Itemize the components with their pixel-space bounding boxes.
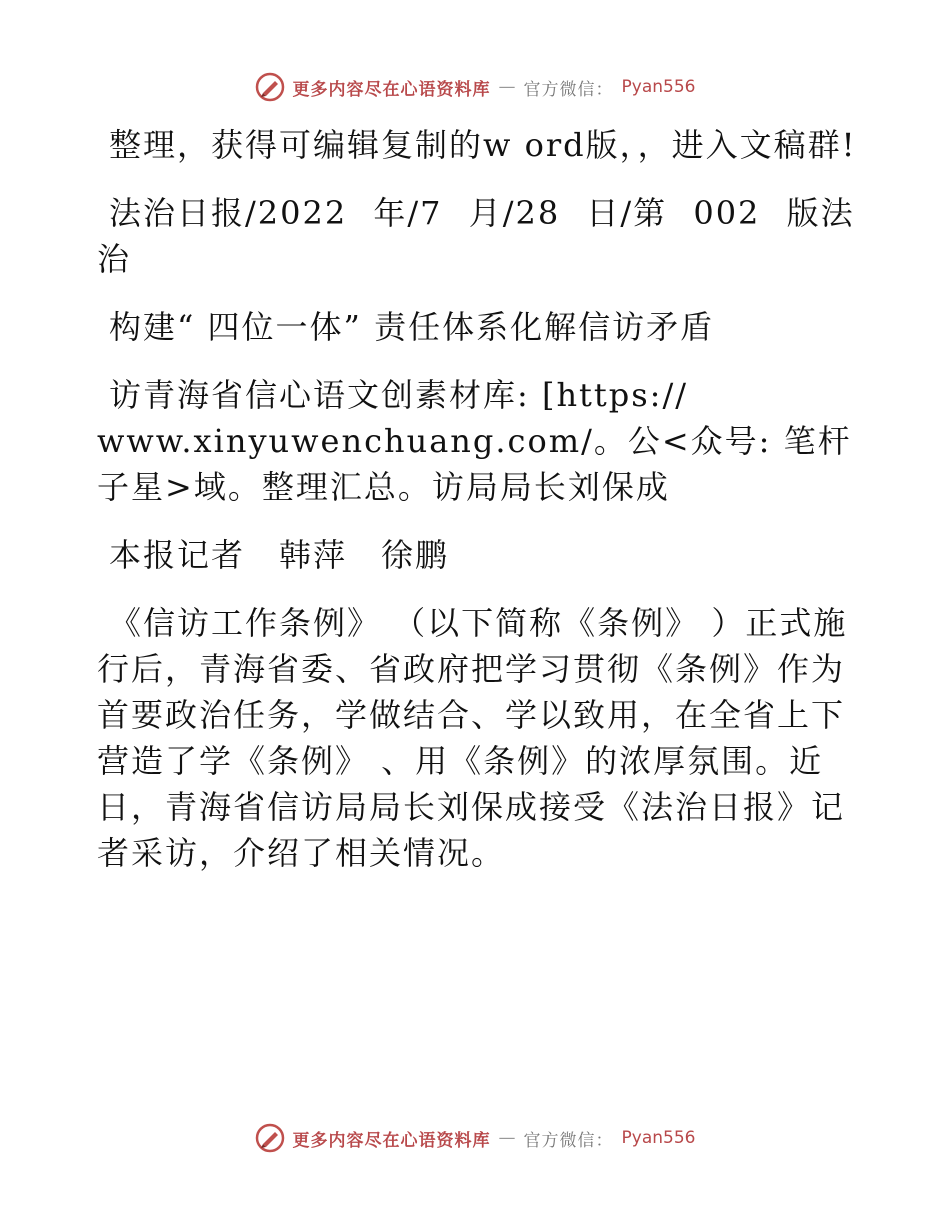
byline: 本报记者 韩萍 徐鹏 bbox=[109, 536, 450, 574]
document-body bbox=[97, 122, 857, 876]
intro-paragraph: 整理，获得可编辑复制的w ord版，，进入文稿群! bbox=[109, 126, 857, 164]
watermark-wechat-id: Pyan556 bbox=[621, 1128, 696, 1148]
pen-logo-icon bbox=[255, 1123, 285, 1153]
header-watermark bbox=[0, 72, 950, 102]
watermark-label: 官方微信： bbox=[523, 1130, 614, 1151]
source-line: 法治日报/2022 年/7 月/28 日/第 002 版法治 bbox=[97, 194, 855, 278]
watermark-brand: 更多内容尽在心语资料库 bbox=[292, 1130, 491, 1151]
watermark-brand: 更多内容尽在心语资料库 bbox=[292, 79, 491, 100]
pen-logo-icon bbox=[255, 72, 285, 102]
watermark-label: 官方微信： bbox=[523, 79, 614, 100]
footer-watermark bbox=[0, 1123, 950, 1153]
watermark-wechat-id: Pyan556 bbox=[621, 77, 696, 97]
body-paragraph: 《信访工作条例》 （以下简称《条例》 ）正式施行后，青海省委、省政府把学习贯彻《条例》作为首要政治任务，学做结合、学以致用，在全省上下营造了学《条例》 、用《条例》的浓厚氛围。近日，青海省信访局局长刘保成接受《法治日报》记者采访，介绍了相关情况。 bbox=[97, 604, 848, 872]
subtitle-paragraph: 访青海省信心语文创素材库: [https:// www.xinyuwenchuang.com/。公<众号: 笔杆子星>域。整理汇总。访局局长刘保成 bbox=[97, 376, 852, 506]
watermark-dash: — bbox=[498, 1128, 516, 1148]
watermark-dash: — bbox=[498, 77, 516, 97]
article-title: 构建“ 四位一体” 责任体系化解信访矛盾 bbox=[109, 308, 715, 346]
